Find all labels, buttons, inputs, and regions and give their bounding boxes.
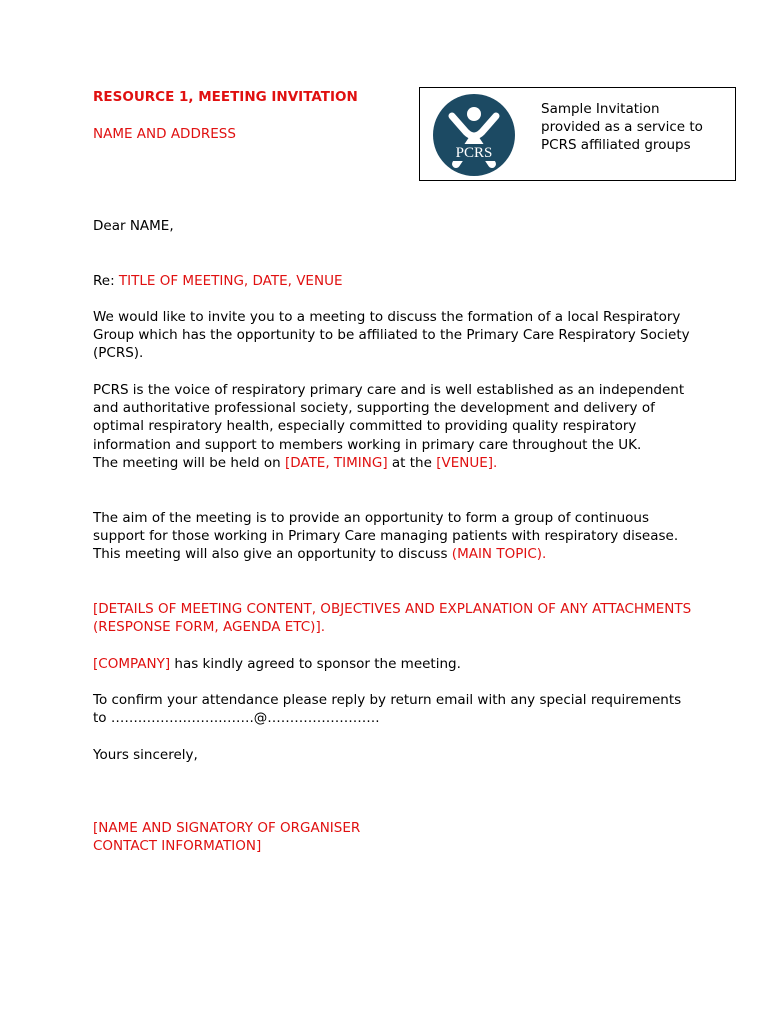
main-topic: (MAIN TOPIC). (451, 546, 547, 563)
sponsor-line (93, 655, 693, 673)
pcrs-description: PCRS is the voice of respiratory primary care and is well established as an independent and authoritative professional society, supporting the development and delivery of optimal respiratory health, especially committed to providing quality respiratory information and support to members working in primary care throughout the UK. (93, 382, 685, 453)
resource-heading: RESOURCE 1, MEETING INVITATION (93, 89, 358, 105)
aim-text: The aim of the meeting is to provide an opportunity to form a group of continuous support for those working in Primary Care managing patients with respiratory disease. This meeting will also give an opportunity to discuss (93, 510, 679, 563)
company: [COMPANY] (93, 656, 171, 672)
closing: Yours sincerely, (93, 747, 198, 763)
signatory: [NAME AND SIGNATORY OF ORGANISER (93, 820, 361, 836)
re-label: Re: (93, 273, 119, 289)
confirm-attendance: To confirm your attendance please reply by return email with any special requirements to …….……….……..…….@……………………. (93, 692, 682, 727)
pcrs-person-logo-icon (430, 94, 518, 176)
salutation: Dear NAME, (93, 218, 174, 234)
held-date: [DATE, TIMING] (284, 454, 388, 471)
held-mid: at the (387, 454, 437, 471)
signatory-block (93, 819, 693, 855)
paragraph-invite: We would like to invite you to a meeting to discuss the formation of a local Respiratory Group which has the opportunity to be affiliated to the Primary Care Respiratory Society (PCRS). (93, 309, 690, 362)
paragraph-pcrs (93, 381, 693, 472)
sample-invitation-box (419, 87, 736, 181)
re-line (93, 272, 693, 290)
pcrs-logo-text: PCRS (455, 145, 493, 161)
held-venue: [VENUE]. (436, 454, 498, 471)
sample-invitation-text: Sample Invitation provided as a service to PCRS affiliated groups (541, 101, 703, 153)
sponsor-text: has kindly agreed to sponsor the meeting. (170, 656, 461, 672)
re-title: TITLE OF MEETING, DATE, VENUE (118, 273, 343, 289)
meeting-details: [DETAILS OF MEETING CONTENT, OBJECTIVES AND EXPLANATION OF ANY ATTACHMENTS (RESPONSE FORM, AGENDA ETC)]. (93, 601, 692, 636)
contact-information: CONTACT INFORMATION] (93, 838, 262, 855)
name-and-address: NAME AND ADDRESS (93, 126, 236, 142)
paragraph-aim (93, 509, 693, 564)
held-prefix: The meeting will be held on (93, 454, 285, 471)
